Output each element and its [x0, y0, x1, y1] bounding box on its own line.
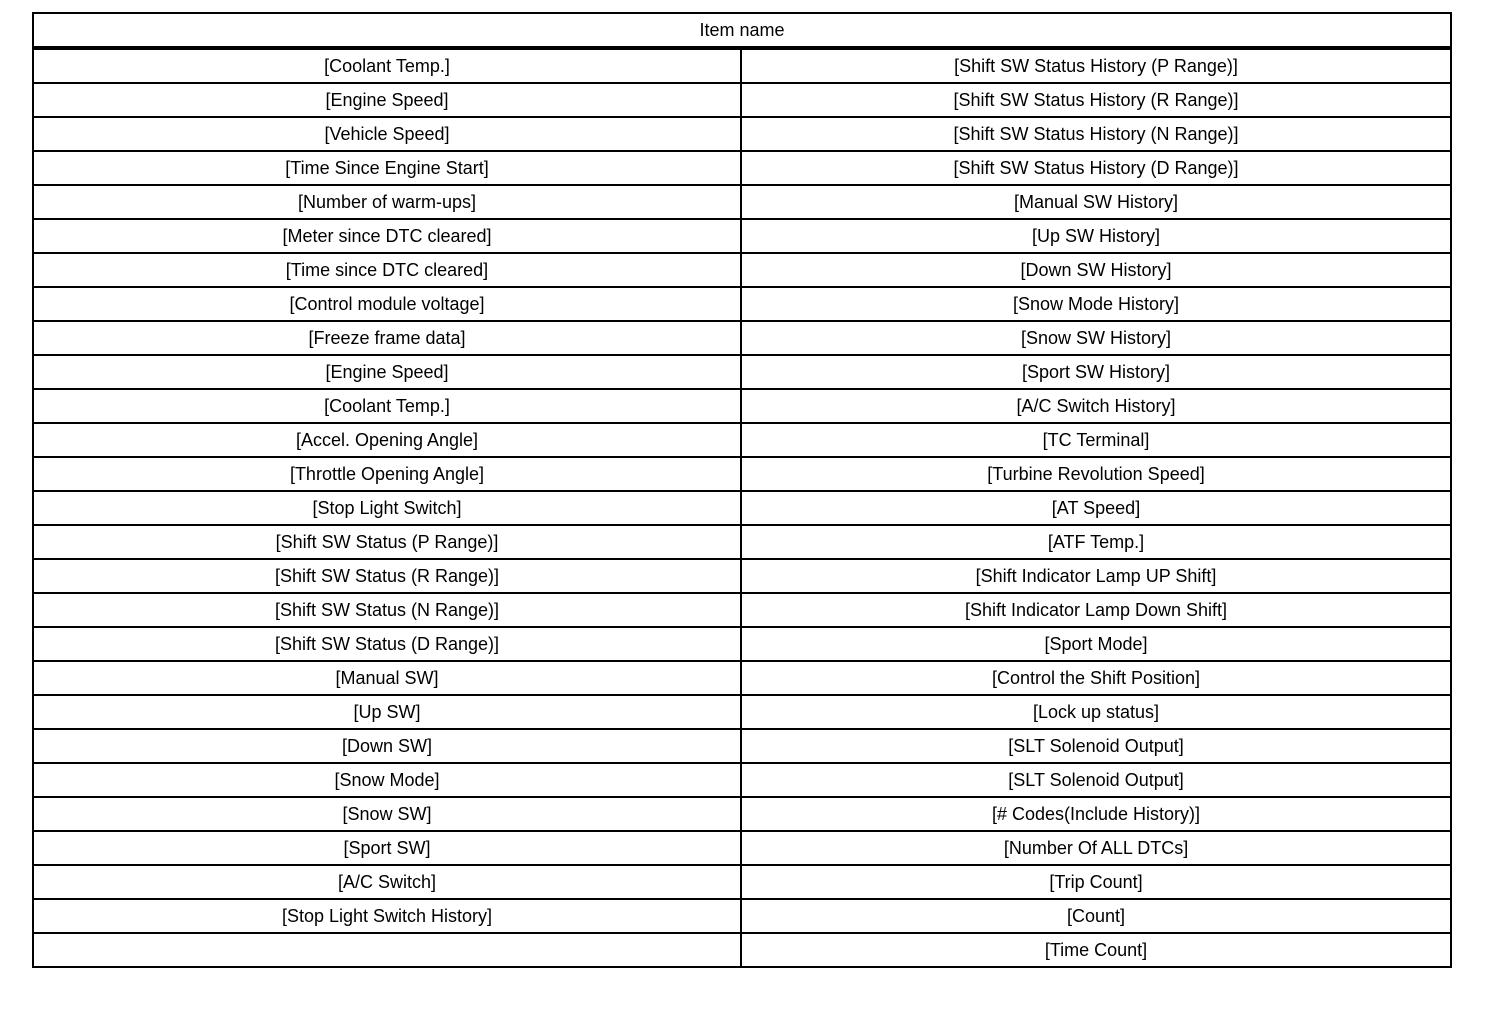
table-cell-left: [Meter since DTC cleared]: [33, 219, 741, 253]
table-row: [33, 627, 1451, 661]
table-cell-right: [Down SW History]: [741, 253, 1451, 287]
table-cell-left: [Vehicle Speed]: [33, 117, 741, 151]
table-cell-right: [Sport Mode]: [741, 627, 1451, 661]
table-cell-left: [Manual SW]: [33, 661, 741, 695]
table-cell-left: [Stop Light Switch]: [33, 491, 741, 525]
table-cell-left: [Up SW]: [33, 695, 741, 729]
table-row: [33, 185, 1451, 219]
table-cell-left: [Shift SW Status (R Range)]: [33, 559, 741, 593]
table-header-row: [33, 13, 1451, 48]
table-cell-left: [Snow Mode]: [33, 763, 741, 797]
table-cell-right: [SLT Solenoid Output]: [741, 763, 1451, 797]
table-cell-left: [Throttle Opening Angle]: [33, 457, 741, 491]
table-cell-right: [Trip Count]: [741, 865, 1451, 899]
table-row: [33, 83, 1451, 117]
table-row: [33, 525, 1451, 559]
table-cell-right: [Snow SW History]: [741, 321, 1451, 355]
item-name-table: [32, 12, 1452, 968]
table-cell-left: [Time since DTC cleared]: [33, 253, 741, 287]
table-row: [33, 321, 1451, 355]
table-row: [33, 729, 1451, 763]
table-cell-left: [Coolant Temp.]: [33, 389, 741, 423]
table-cell-right: [ATF Temp.]: [741, 525, 1451, 559]
table-cell-right: [Control the Shift Position]: [741, 661, 1451, 695]
table-cell-left: [Engine Speed]: [33, 355, 741, 389]
table-row: [33, 117, 1451, 151]
table-row: [33, 389, 1451, 423]
table-cell-left: [Shift SW Status (D Range)]: [33, 627, 741, 661]
table-cell-left: [33, 933, 741, 967]
table-cell-right: [Shift Indicator Lamp Down Shift]: [741, 593, 1451, 627]
table-cell-left: [Freeze frame data]: [33, 321, 741, 355]
table-row: [33, 661, 1451, 695]
table-cell-right: [Turbine Revolution Speed]: [741, 457, 1451, 491]
table-row: [33, 763, 1451, 797]
table-row: [33, 423, 1451, 457]
table-cell-right: [Shift SW Status History (D Range)]: [741, 151, 1451, 185]
table-row: [33, 559, 1451, 593]
table-cell-right: [Number Of ALL DTCs]: [741, 831, 1451, 865]
table-cell-right: [AT Speed]: [741, 491, 1451, 525]
table-cell-left: [Accel. Opening Angle]: [33, 423, 741, 457]
table-body: [33, 48, 1451, 967]
table-row: [33, 457, 1451, 491]
table-cell-right: [Shift SW Status History (P Range)]: [741, 48, 1451, 83]
table-row: [33, 491, 1451, 525]
table-cell-right: [Count]: [741, 899, 1451, 933]
table-cell-right: [Lock up status]: [741, 695, 1451, 729]
table-cell-left: [A/C Switch]: [33, 865, 741, 899]
table-row: [33, 287, 1451, 321]
table-cell-right: [Shift Indicator Lamp UP Shift]: [741, 559, 1451, 593]
table-cell-right: [A/C Switch History]: [741, 389, 1451, 423]
table-cell-left: [Stop Light Switch History]: [33, 899, 741, 933]
table-cell-left: [Number of warm-ups]: [33, 185, 741, 219]
table-row: [33, 593, 1451, 627]
table-cell-right: [SLT Solenoid Output]: [741, 729, 1451, 763]
table-cell-right: [TC Terminal]: [741, 423, 1451, 457]
table-cell-left: [Time Since Engine Start]: [33, 151, 741, 185]
table-row: [33, 355, 1451, 389]
table-row: [33, 48, 1451, 83]
table-cell-left: [Shift SW Status (N Range)]: [33, 593, 741, 627]
table-cell-left: [Down SW]: [33, 729, 741, 763]
table-cell-left: [Sport SW]: [33, 831, 741, 865]
table-row: [33, 797, 1451, 831]
table-cell-right: [Shift SW Status History (N Range)]: [741, 117, 1451, 151]
table-cell-right: [Manual SW History]: [741, 185, 1451, 219]
table-cell-left: [Control module voltage]: [33, 287, 741, 321]
table-row: [33, 695, 1451, 729]
table-cell-left: [Shift SW Status (P Range)]: [33, 525, 741, 559]
table-row: [33, 899, 1451, 933]
table-cell-right: [Snow Mode History]: [741, 287, 1451, 321]
table-cell-left: [Engine Speed]: [33, 83, 741, 117]
table-cell-right: [Shift SW Status History (R Range)]: [741, 83, 1451, 117]
table-cell-right: [Up SW History]: [741, 219, 1451, 253]
table-row: [33, 253, 1451, 287]
table-cell-right: [Sport SW History]: [741, 355, 1451, 389]
table-header-cell: Item name: [33, 13, 1451, 48]
table-row: [33, 933, 1451, 967]
table-row: [33, 865, 1451, 899]
table-cell-right: [Time Count]: [741, 933, 1451, 967]
table-cell-left: [Snow SW]: [33, 797, 741, 831]
table-cell-right: [# Codes(Include History)]: [741, 797, 1451, 831]
table-row: [33, 151, 1451, 185]
table-row: [33, 219, 1451, 253]
table-row: [33, 831, 1451, 865]
table-cell-left: [Coolant Temp.]: [33, 48, 741, 83]
